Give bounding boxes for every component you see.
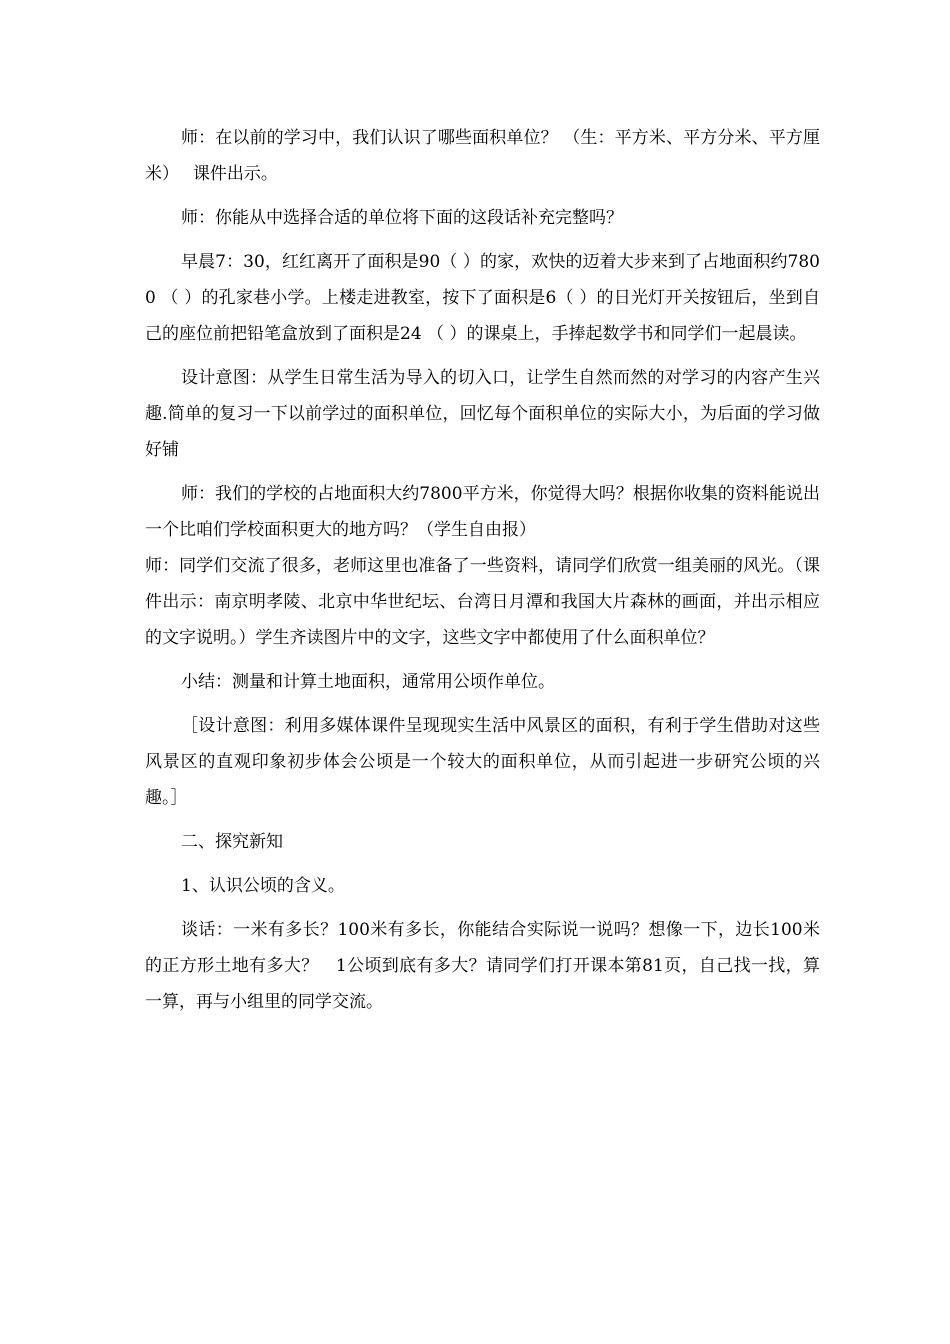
section-heading-explore: 二、探究新知 — [181, 832, 283, 852]
paragraph-teacher-school-area: 师：我们的学校的占地面积大约7800平方米，你觉得大吗？根据你收集的资料能说出一个比咱们学校面积更大的地方吗？（学生自由报） — [145, 484, 820, 540]
paragraph-design-intent-2: ［设计意图：利用多媒体课件呈现现实生活中风景区的面积，有利于学生借助对这些风景区的直观印象初步体会公顷是一个较大的面积单位，从而引起进一步研究公顷的兴趣。］ — [145, 716, 820, 808]
subsection-heading-hectare: 1、认识公顷的含义。 — [181, 876, 345, 896]
document-body — [145, 120, 820, 1020]
paragraph-design-intent-1: 设计意图：从学生日常生活为导入的切入口，让学生自然而然的对学习的内容产生兴趣.简单的复习一下以前学过的面积单位，回忆每个面积单位的实际大小，为后面的学习做好铺 — [145, 368, 820, 460]
paragraph-talk: 谈话：一米有多长？100米有多长，你能结合实际说一说吗？想像一下，边长100米的正方形土地有多大？ 1公顷到底有多大？请同学们打开课本第81页，自己找一找，算一算，再与小组里的同学交流。 — [145, 920, 820, 1012]
paragraph-summary: 小结：测量和计算土地面积，通常用公顷作单位。 — [181, 672, 555, 692]
paragraph-teacher-fill-blanks: 师：你能从中选择合适的单位将下面的这段话补充完整吗？ — [181, 208, 623, 228]
paragraph-teacher-scenery: 师：同学们交流了很多，老师这里也准备了一些资料，请同学们欣赏一组美丽的风光。（课件出示：南京明孝陵、北京中华世纪坛、台湾日月潭和我国大片森林的画面，并出示相应的文字说明。）学生齐读图片中的文字，这些文字中都使用了什么面积单位？ — [145, 556, 820, 648]
paragraph-morning-story: 早晨7：30，红红离开了面积是90（ ）的家，欢快的迈着大步来到了占地面积约7800 （ ）的孔家巷小学。上楼走进教室，按下了面积是6（ ）的日光灯开关按钮后，坐到自己的座位前把铅笔盒放到了面积是24 （ ）的课桌上，手捧起数学书和同学们一起晨读。 — [145, 252, 820, 344]
paragraph-teacher-question-units: 师：在以前的学习中，我们认识了哪些面积单位？ （生：平方米、平方分米、平方厘米） 课件出示。 — [145, 128, 820, 184]
